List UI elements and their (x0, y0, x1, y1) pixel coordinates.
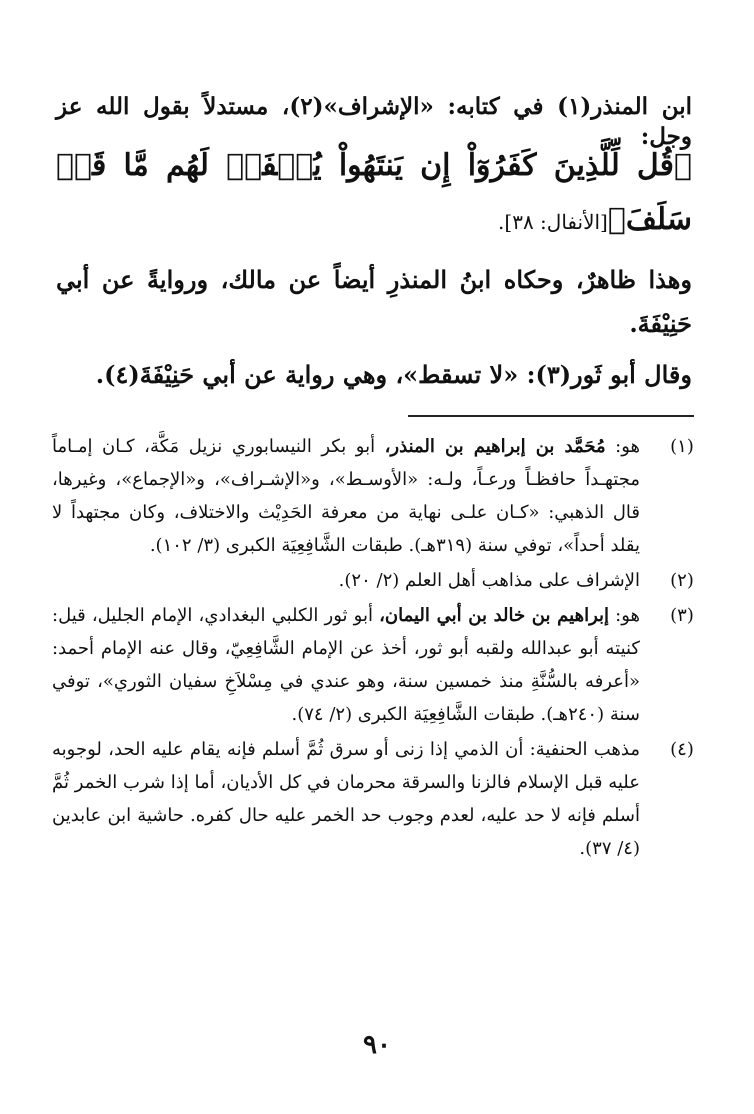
footnote-body: الإشراف على مذاهب أهل العلم (٢/ ٢٠). (338, 570, 640, 591)
footnote-number: (٢) (670, 570, 694, 591)
paragraph-2 (56, 360, 692, 390)
footnote-bold-name: مُحَمَّد بن إبراهيم بن المنذر، (384, 436, 606, 457)
footnote-body: أبو بكر النيسابوري نزيل مَكَّة، كـان إمـاماً مجتهـداً حافظـاً ورعـاً، ولـه: «الأوسـط»، و«الإشـراف»، و«الإجماع»، وغيرها، قال الذهبي: «كـان علـى نهاية من معرفة الحَدِيْث والاختلاف، وكان مجتهداً لا يقلد أحداً»، توفي سنة (٣١٩هـ). طبقات الشَّافِعِيَة الكبرى (٣/ ١٠٢). (52, 436, 640, 556)
footnote-text (52, 436, 640, 556)
footnote-lead: هو: (605, 436, 641, 457)
paragraph-2-text: وقال أبو ثَور(٣): «لا تسقط»، وهي رواية عن أبي حَنِيْفَةَ(٤). (95, 360, 692, 389)
footnote-1 (52, 430, 702, 562)
footnote-body: مذهب الحنفية: أن الذمي إذا زنى أو سرق ثُمَّ أسلم فإنه يقام عليه الحد، لوجوبه عليه قبل الإسلام فالزنا والسرقة محرمان في كل الأديان، أما إذا شرب الخمر ثُمَّ أسلم فإنه لا حد عليه، لعدم وجوب حد الخمر عليه حال كفره. حاشية ابن عابدين (٤/ ٣٧). (52, 739, 640, 859)
page-number: ٩٠ (363, 1030, 391, 1060)
footnote-bold-name: إبراهيم بن خالد بن أبي اليمان، (379, 605, 610, 626)
footnote-text (339, 570, 640, 591)
footnotes-section (52, 430, 702, 867)
footnote-lead: هو: (609, 605, 640, 626)
quran-verse: ﴿قُل لِّلَّذِينَ كَفَرُوٓاْ إِن يَنتَهُواْ يُغۡفَرۡ لَهُم مَّا قَدۡ سَلَفَ﴾ (56, 148, 692, 237)
paragraph-1-text: وهذا ظاهرٌ، وحكاه ابنُ المنذرِ أيضاً عن مالك، وروايةً عن أبي حَنِيْفَةَ. (56, 265, 692, 338)
footnote-3 (52, 599, 702, 731)
footnote-number: (١) (670, 436, 694, 457)
footnote-number: (٤) (670, 739, 694, 760)
footnote-separator (408, 415, 694, 417)
paragraph-1 (56, 258, 692, 346)
footnote-text (52, 605, 640, 725)
footnote-text (52, 739, 640, 859)
quran-reference: [الأنفال: ٣٨]. (498, 210, 608, 234)
footnote-body: أبو ثور الكلبي البغدادي، الإمام الجليل، قيل: كنيته أبو عبدالله ولقبه أبو ثور، أخذ عن الإمام الشَّافِعِيّ، وقال عنه الإمام أحمد: «أعرفه بالسُّنَّةِ منذ خمسين سنة، وهو عندي في مِسْلاَخِ سفيان الثوري»، توفي سنة (٢٤٠هـ). طبقات الشَّافِعِيَة الكبرى (٢/ ٧٤). (52, 605, 640, 725)
footnote-number: (٣) (670, 605, 694, 626)
footnote-4 (52, 733, 702, 865)
quran-verse-block (56, 140, 692, 248)
footnote-2 (52, 564, 702, 597)
intro-text: ابن المنذر(١) في كتابه: «الإشراف»(٢)، مستدلاً بقول الله عز وجل: (56, 93, 692, 150)
